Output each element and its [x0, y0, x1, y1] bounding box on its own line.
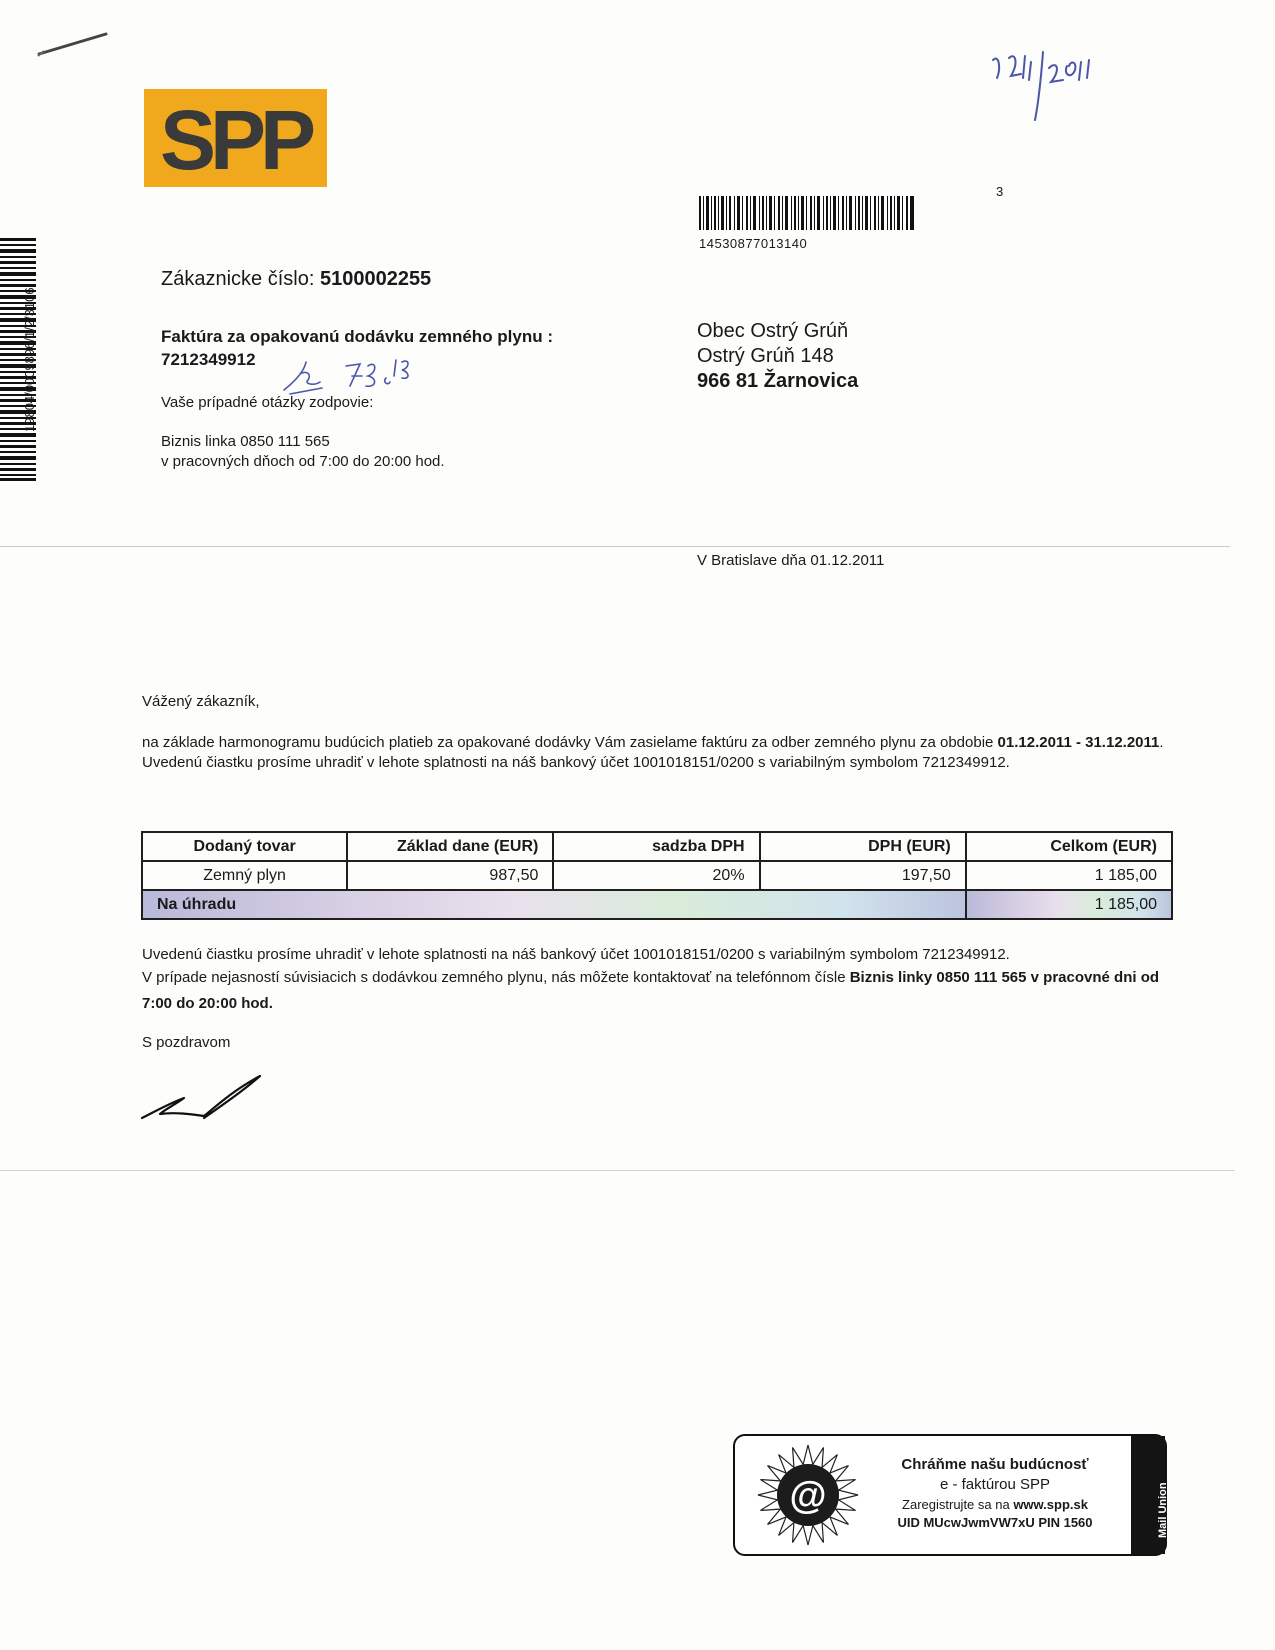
table-cell: 987,50 [347, 861, 553, 890]
promo-register-text: Zaregistrujte sa na [902, 1497, 1014, 1512]
spp-logo [144, 89, 327, 187]
pen-stroke-mark [36, 30, 111, 58]
table-cell: Zemný plyn [142, 861, 347, 890]
hotline-hours: v pracovných dňoch od 7:00 do 20:00 hod. [161, 453, 445, 470]
svg-text:@: @ [789, 1475, 827, 1517]
billing-period: 01.12.2011 - 31.12.2011 [997, 734, 1160, 751]
hotline-number: Biznis linka 0850 111 565 [161, 433, 330, 450]
customer-number-label: Zákaznicke číslo: [161, 268, 315, 290]
signature [140, 1074, 265, 1122]
table-header: Celkom (EUR) [966, 832, 1172, 861]
total-value: 1 185,00 [966, 890, 1172, 919]
recipient-name: Obec Ostrý Grúň [697, 320, 849, 342]
recipient-city: 966 81 Žarnovica [697, 370, 859, 392]
handwritten-reference [985, 48, 1105, 123]
customer-number [161, 268, 431, 291]
page-number: 3 [996, 184, 1004, 199]
total-row [142, 890, 1172, 919]
contact-text: V prípade nejasností súvisiacich s dodávkou zemného plynu, nás môžete kontaktovať na telefónnom čísle [142, 969, 850, 986]
table-cell: 197,50 [760, 861, 966, 890]
table-header-row [142, 832, 1172, 861]
total-label: Na úhradu [142, 890, 966, 919]
promo-register-link[interactable]: www.spp.sk [1013, 1497, 1088, 1512]
questions-note: Vaše prípadné otázky zodpovie: [161, 394, 374, 411]
table-row [142, 861, 1172, 890]
separator-line [0, 546, 1230, 547]
table-cell: 20% [553, 861, 759, 890]
at-sign-sunflower-icon [755, 1442, 861, 1548]
table-header: sadzba DPH [553, 832, 759, 861]
mail-union-strip [1131, 1436, 1169, 1554]
table-header: DPH (EUR) [760, 832, 966, 861]
payment-instruction-repeat: Uvedenú čiastku prosíme uhradiť v lehote splatnosti na náš bankový účet 1001018151/0200 s variabilným symbolom 7212349912. [142, 946, 1010, 963]
barcode-number: 14530877013140 [699, 236, 808, 251]
letter-paragraph-1-text: na základe harmonogramu budúcich platieb za opakované dodávky Vám zasielame faktúru za odber zemného plynu za obdobie [142, 734, 998, 751]
mail-union-brand: Mail Union [1157, 1482, 1169, 1538]
contact-paragraph [142, 965, 1172, 1017]
table-header: Dodaný tovar [142, 832, 347, 861]
table-header: Základ dane (EUR) [347, 832, 553, 861]
promo-uid-pin: UID MUcwJwmVW7xU PIN 1560 [897, 1515, 1093, 1530]
table-cell: 1 185,00 [966, 861, 1172, 890]
promo-title: Chráňme našu budúcnosť [901, 1456, 1089, 1473]
letter-paragraph-1 [142, 733, 1172, 773]
letter-paragraph-1-end: . [1159, 734, 1164, 751]
contact-hotline: Biznis linky 0850 111 565 v pracovné dni od 7:00 do 20:00 hod. [142, 969, 1160, 1012]
separator-line [0, 1170, 1235, 1171]
side-document-code: 19804/0009896/1/2/3106 [22, 287, 37, 432]
payment-instruction: Uvedenú čiastku prosíme uhradiť v lehote splatnosti na náš bankový účet 1001018151/0200 s variabilným symbolom 7212349912. [142, 754, 1010, 771]
e-invoice-promo [733, 1434, 1167, 1556]
customer-number-value: 5100002255 [319, 268, 432, 290]
invoice-title: Faktúra za opakovanú dodávku zemného plynu : [161, 327, 554, 346]
invoice-number: 7212349912 [161, 350, 256, 369]
promo-subtitle: e - faktúrou SPP [939, 1476, 1051, 1493]
greeting: Vážený zákazník, [142, 693, 260, 710]
promo-register [875, 1497, 1115, 1512]
recipient-street: Ostrý Grúň 148 [697, 345, 834, 367]
document-barcode [699, 196, 914, 230]
handwritten-note [270, 352, 430, 397]
invoice-table [141, 831, 1173, 920]
closing-regards: S pozdravom [142, 1034, 231, 1051]
place-and-date: V Bratislave dňa 01.12.2011 [697, 552, 885, 569]
svg-text:SPP: SPP [159, 93, 311, 187]
